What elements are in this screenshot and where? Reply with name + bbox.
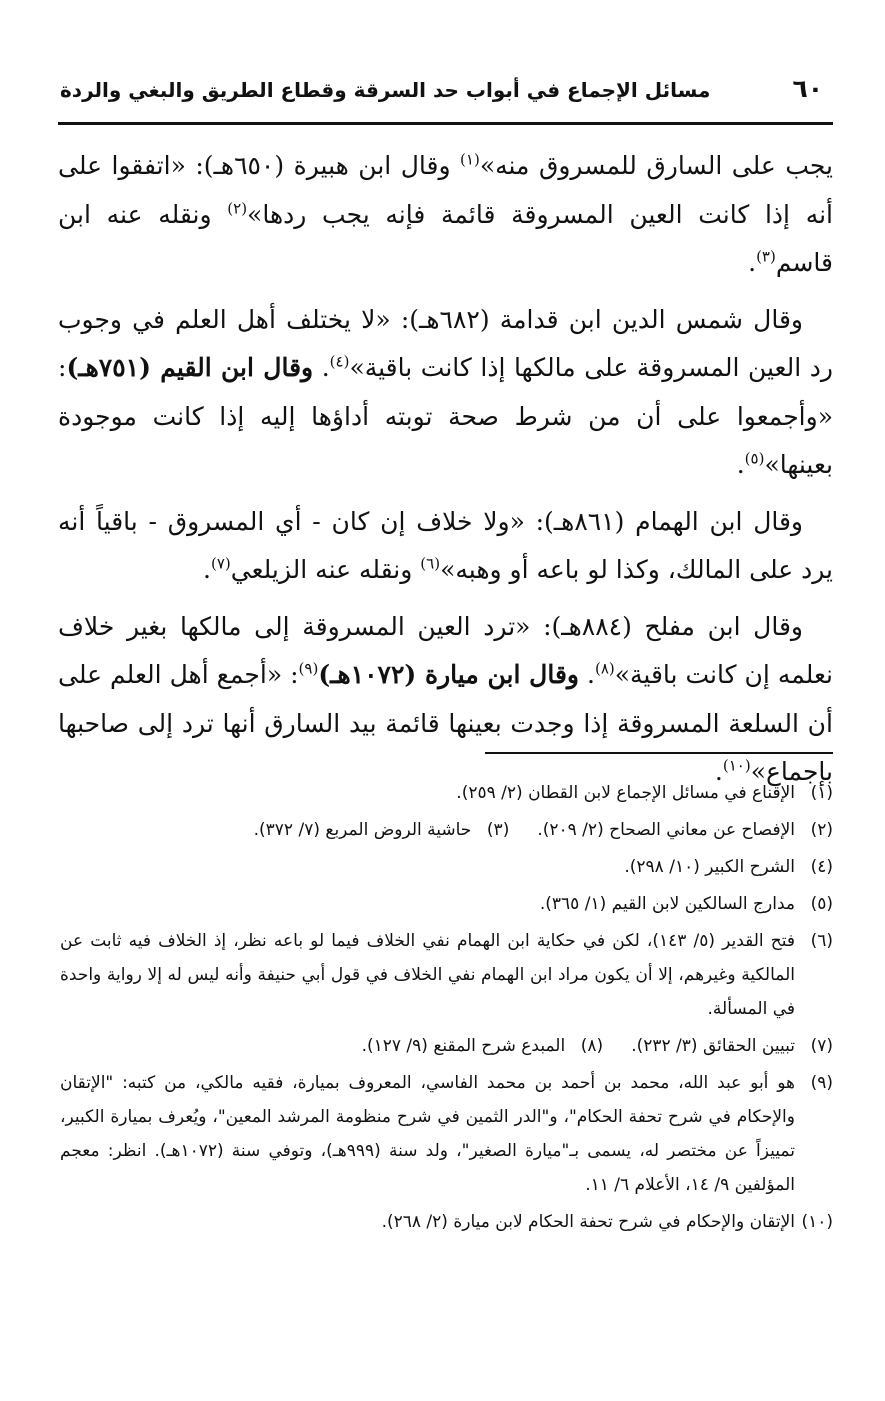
footnote-number: (٤) bbox=[810, 857, 833, 877]
footnote-ref-9: (٩) bbox=[298, 659, 319, 678]
footnote-number: (٣) bbox=[486, 820, 510, 840]
footnote-text: الإقناع في مسائل الإجماع لابن القطان (٢/ ٢٥٩). bbox=[456, 783, 795, 803]
footnote-1 bbox=[60, 776, 833, 810]
footnote-separator bbox=[485, 752, 833, 754]
footnote-text: مدارج السالكين لابن القيم (١/ ٣٦٥). bbox=[539, 894, 795, 914]
text: . bbox=[714, 757, 723, 786]
text: وقال شمس الدين ابن قدامة (٦٨٢هـ): «لا يختلف أهل العلم في وجوب رد العين المسروقة على مالكها إذا كانت باقية» bbox=[58, 304, 833, 382]
page-header bbox=[60, 72, 823, 112]
footnote-text: الإتقان والإحكام في شرح تحفة الحكام لابن ميارة (٢/ ٢٦٨). bbox=[381, 1212, 795, 1232]
footnote-text: فتح القدير (٥/ ١٤٣)، لكن في حكاية ابن الهمام نفي الخلاف فيما لو باعه نظر، إذ الخلاف فيه ثابت عن المالكية وغيرهم، إلا أن يكون مراد ابن الهمام نفي الخلاف في قول أبي حنيفة وأنه ليس له إلا رواية واحدة في المسألة. bbox=[60, 931, 795, 1019]
bold-text: وقال ابن القيم (٧٥١هـ) bbox=[66, 353, 314, 382]
footnote-ref-4: (٤) bbox=[329, 352, 350, 371]
footnote-2 bbox=[537, 813, 833, 847]
footnote-number: (٧) bbox=[810, 1036, 833, 1056]
footnote-row bbox=[60, 813, 833, 847]
text: وقال ابن مفلح (٨٨٤هـ): «ترد العين المسروقة إلى مالكها بغير خلاف نعلمه إن كانت باقية» bbox=[58, 611, 834, 689]
text: . bbox=[313, 353, 330, 382]
footnote-text: حاشية الروض المربع (٧/ ٣٧٢). bbox=[253, 820, 472, 840]
text: يجب على السارق للمسروق منه» bbox=[479, 151, 833, 180]
footnote-row bbox=[60, 1029, 833, 1063]
text: : «وأجمعوا على أن من شرط صحة توبته أداؤها إليه إذا كانت موجودة بعينها» bbox=[58, 353, 833, 479]
footnote-ref-6: (٦) bbox=[420, 554, 441, 573]
text: وقال ابن هبيرة (٦٥٠هـ): «اتفقوا على أنه إذا كانت العين المسروقة قائمة فإنه يجب ردها» bbox=[58, 151, 833, 229]
footnote-5 bbox=[60, 887, 833, 921]
page-number: ٦٠ bbox=[792, 74, 823, 103]
header-rule bbox=[58, 122, 833, 125]
footnote-number: (٢) bbox=[810, 820, 833, 840]
footnote-text: هو أبو عبد الله، محمد بن أحمد بن محمد الفاسي، المعروف بميارة، فقيه مالكي، من كتبه: "الإتقان والإحكام في شرح تحفة الحكام"، و"الدر الثمين في شرح منظومة المرشد المعين"، ويُعرف بميارة الكبير، تمييزاً عن مختصر له، يسمى بـ"ميارة الصغير"، ولد سنة (٩٩٩هـ)، وتوفي سنة (١٠٧٢هـ). انظر: معجم المؤلفين ٩/ ١٤، الأعلام ٦/ ١١. bbox=[60, 1073, 795, 1195]
text: . bbox=[203, 555, 211, 584]
main-text bbox=[58, 142, 833, 805]
footnote-text: الإفصاح عن معاني الصحاح (٢/ ٢٠٩). bbox=[537, 820, 795, 840]
text: ونقله عنه الزيلعي bbox=[230, 555, 421, 584]
footnote-ref-3: (٣) bbox=[756, 247, 776, 266]
paragraph-2 bbox=[58, 296, 833, 490]
footnote-ref-8: (٨) bbox=[594, 659, 615, 678]
footnote-number: (١٠) bbox=[801, 1212, 833, 1232]
footnotes bbox=[60, 776, 833, 1242]
running-title: مسائل الإجماع في أبواب حد السرقة وقطاع الطريق والبغي والردة bbox=[60, 78, 711, 102]
footnote-3 bbox=[254, 813, 510, 847]
text: ونقله عنه ابن قاسم bbox=[58, 199, 833, 277]
footnote-number: (٥) bbox=[810, 894, 833, 914]
footnote-4 bbox=[60, 850, 833, 884]
footnote-10 bbox=[60, 1205, 833, 1239]
footnote-number: (٩) bbox=[810, 1073, 833, 1093]
footnote-ref-7: (٧) bbox=[210, 554, 231, 573]
footnote-ref-2: (٢) bbox=[227, 199, 248, 218]
footnote-9 bbox=[60, 1066, 833, 1202]
paragraph-1 bbox=[58, 142, 833, 288]
footnote-ref-10: (١٠) bbox=[722, 756, 751, 775]
footnote-ref-5: (٥) bbox=[744, 449, 765, 468]
footnote-number: (٨) bbox=[580, 1036, 604, 1056]
footnote-number: (٦) bbox=[810, 931, 833, 951]
paragraph-3 bbox=[58, 498, 833, 595]
text: . bbox=[736, 450, 745, 479]
footnote-6 bbox=[60, 924, 833, 1026]
text: . bbox=[748, 248, 757, 277]
paragraph-4 bbox=[58, 603, 833, 797]
footnote-number: (١) bbox=[810, 783, 833, 803]
text: وقال ابن الهمام (٨٦١هـ): «ولا خلاف إن كان - أي المسروق - باقياً أنه يرد على المالك، وكذا لو باعه أو وهبه» bbox=[58, 506, 833, 584]
text: . bbox=[578, 660, 595, 689]
bold-text: وقال ابن ميارة (١٠٧٢هـ) bbox=[318, 660, 579, 689]
footnote-text: المبدع شرح المقنع (٩/ ١٢٧). bbox=[361, 1036, 566, 1056]
footnote-text: الشرح الكبير (١٠/ ٢٩٨). bbox=[624, 857, 795, 877]
footnote-7 bbox=[631, 1029, 833, 1063]
footnote-text: تبيين الحقائق (٣/ ٢٣٢). bbox=[631, 1036, 795, 1056]
footnote-ref-1: (١) bbox=[460, 150, 480, 169]
footnote-8 bbox=[362, 1029, 604, 1063]
text: : «أجمع أهل العلم على أن السلعة المسروقة إذا وجدت بعينها قائمة بيد السارق أنها ترد إلى صاحبها بإجماع» bbox=[58, 660, 833, 786]
